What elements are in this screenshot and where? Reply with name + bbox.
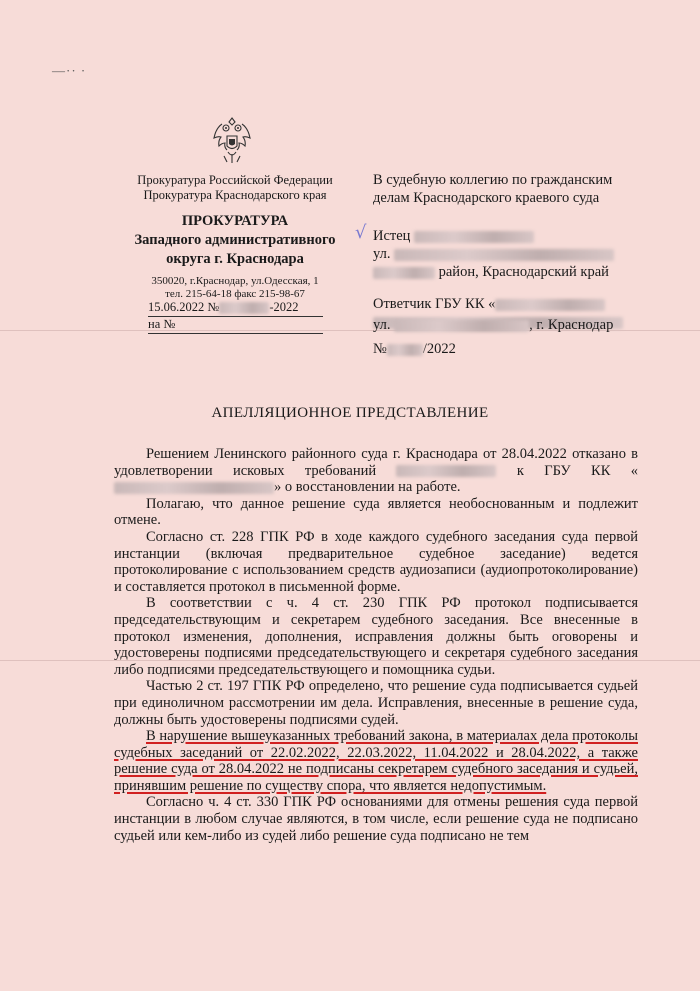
paragraph-5: Частью 2 ст. 197 ГПК РФ определено, что решение суда подписывается судьей при единоличном рассмотрении им дела. Исправления, внесенные в решение суда, должны быть удостоверены подписями судей. [114, 678, 638, 728]
defendant-label: Ответчик ГБУ КК « [373, 296, 496, 312]
plaintiff-street-prefix: ул. [373, 246, 391, 262]
outgoing-number-line [148, 300, 323, 317]
reference-number-line [148, 317, 323, 334]
office-title-1: ПРОКУРАТУРА [181, 213, 289, 229]
office-title-3: округа г. Краснодара [166, 251, 304, 267]
plaintiff-region: район, Краснодарский край [438, 264, 609, 280]
redacted-number [219, 302, 269, 314]
paragraph-1-start: Решением Ленинского районного суда г. Краснодара от 28.04.2022 отказано в удовлетворении исковых требований [114, 446, 638, 479]
paragraph-4: В соответствии с ч. 4 ст. 230 ГПК РФ протокол подписывается председательствующим и секретарем судебного заседания. Все внесенные в протокол изменения, дополнения, исправления должны быть оговорены и удостоверены подписями председательствующего и секретаря судебного заседания либо подписями председательствующего и помощника судьи. [114, 595, 638, 678]
document-title: АПЕЛЛЯЦИОННОЕ ПРЕДСТАВЛЕНИЕ [211, 405, 489, 421]
redacted-district [373, 267, 435, 279]
emblem-icon [208, 112, 256, 166]
defendant-city: , г. Краснодар [529, 317, 614, 333]
paragraph-7: Согласно ч. 4 ст. 330 ГПК РФ основаниями для отмены решения суда первой инстанции в любом случае являются, в том числе, если решение суда не подписано судьей или кем-либо из судей либо решение суда подписано не тем [114, 794, 638, 844]
redacted-defendant [495, 299, 605, 311]
redacted-defendant-street [394, 320, 529, 332]
defendant-line [373, 295, 605, 313]
paragraph-3: Согласно ст. 228 ГПК РФ в ходе каждого судебного заседания суда первой инстанции (включая предварительное судебное заседание) ведется протоколирование с использованием средств аудиозаписи (аудиопротоколирование) и составляется протокол в письменной форме. [114, 528, 638, 595]
reference-label: на № [148, 317, 176, 331]
redacted-plaintiff [414, 231, 534, 243]
plaintiff-label: Истец [373, 228, 411, 244]
defendant-address-line [373, 316, 613, 334]
addressee-line-1: В судебную коллегию по гражданским [373, 172, 613, 188]
redacted-case-number [387, 344, 423, 356]
redacted-plaintiff-street [394, 249, 614, 261]
corner-mark: —·· · [52, 63, 87, 78]
paragraph-2: Полагаю, что данное решение суда является необоснованным и подлежит отмене. [114, 495, 638, 529]
plaintiff-region-line [373, 263, 609, 281]
paragraph-1-end: » о восстановлении на работе. [274, 479, 461, 496]
defendant-street-prefix: ул. [373, 317, 391, 333]
case-number-suffix: /2022 [422, 341, 456, 357]
plaintiff-street-line [373, 245, 614, 263]
office-title-2: Западного административного [134, 232, 336, 248]
plaintiff-line [373, 227, 534, 245]
checkmark-icon: √ [355, 222, 367, 243]
outgoing-number-suffix: -2022 [269, 300, 299, 314]
outgoing-date: 15.06.2022 № [148, 300, 220, 314]
office-name-1: Прокуратура Российской Федерации [137, 173, 333, 187]
paragraph-6-highlighted [114, 728, 638, 794]
redacted-plaintiff-name [396, 465, 496, 477]
case-number-line [373, 340, 456, 358]
paragraph-1 [114, 446, 638, 496]
underlined-text: В нарушение вышеуказанных требований закона, в материалах дела протоколы судебных заседаний от 22.02.2022, 22.03.2022, 11.04.2022 и 28.04.2022, а также решение суда от 28.04.2022 не подписаны секретарем судебного заседания и судьей, принявшим решение по существу спора, что является недопустимым. [114, 728, 638, 794]
office-address: 350020, г.Краснодар, ул.Одесская, 1 [151, 275, 319, 287]
office-name-2: Прокуратура Краснодарского края [143, 188, 327, 202]
addressee-line-2: делам Краснодарского краевого суда [373, 190, 600, 206]
office-phone: тел. 215-64-18 факс 215-98-67 [165, 288, 305, 300]
redacted-defendant-name [114, 482, 274, 494]
document-body [114, 446, 638, 844]
case-number-prefix: № [373, 341, 387, 357]
paragraph-1-mid: к ГБУ КК « [516, 462, 639, 479]
